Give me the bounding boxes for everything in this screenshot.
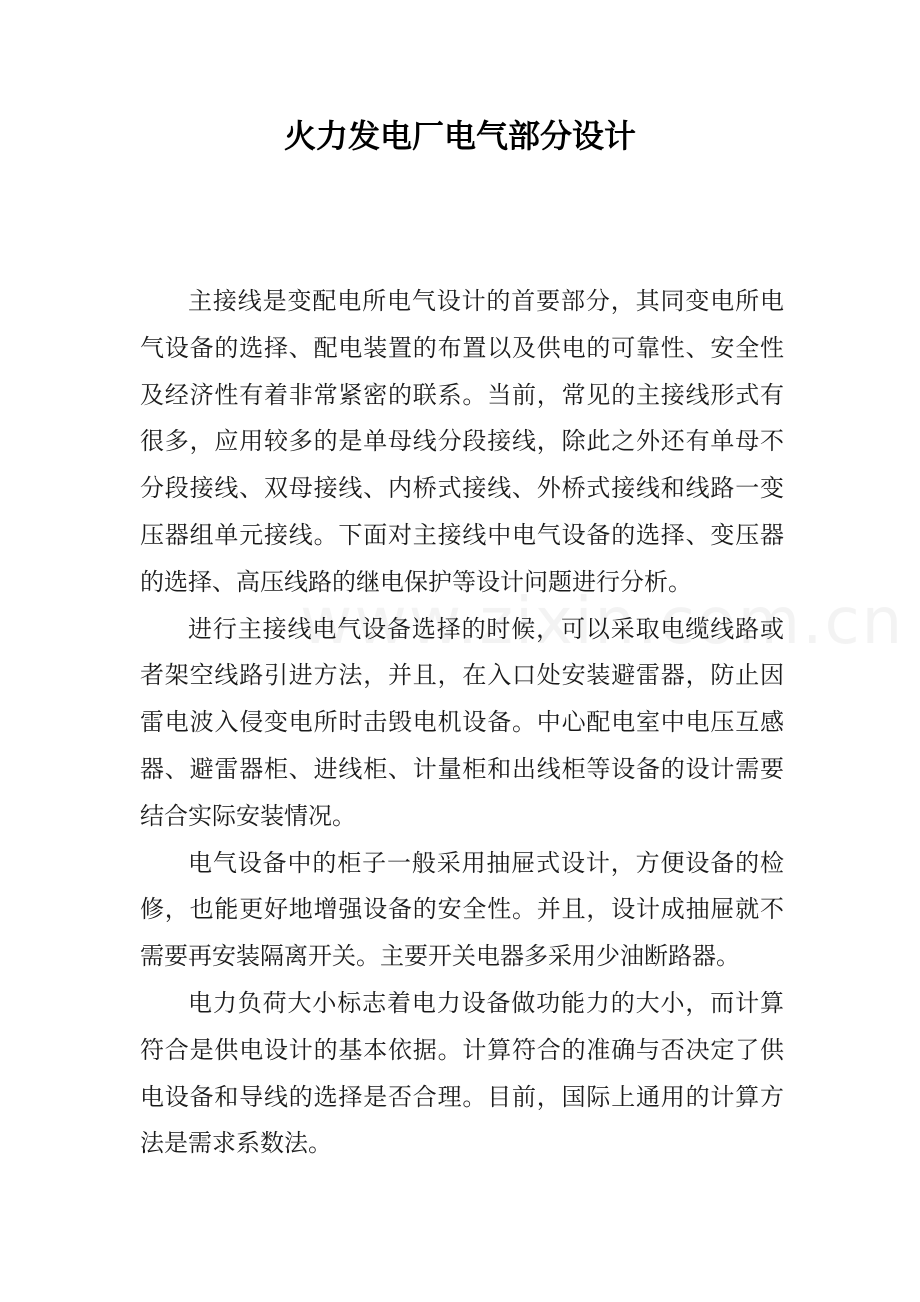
paragraph-equipment-selection: 进行主接线电气设备选择的时候，可以采取电缆线路或者架空线路引进方法，并且，在入口处安装避雷器，防止因雷电波入侵变电所时击毁电机设备。中心配电室中电压互感器、避雷器柜、进线柜、计量柜和出线柜等设备的设计需要结合实际安装情况。: [140, 614, 784, 830]
paragraph-main-wiring: 主接线是变配电所电气设计的首要部分，其同变电所电气设备的选择、配电装置的布置以及供电的可靠性、安全性及经济性有着非常紧密的联系。当前，常见的主接线形式有很多，应用较多的是单母线分段接线，除此之外还有单母不分段接线、双母接线、内桥式接线、外桥式接线和线路一变压器组单元接线。下面对主接线中电气设备的选择、变压器的选择、高压线路的继电保护等设计问题进行分析。: [140, 287, 784, 596]
document-body: [140, 278, 784, 1167]
paragraph-load-calculation: 电力负荷大小标志着电力设备做功能力的大小，而计算符合是供电设计的基本依据。计算符合的准确与否决定了供电设备和导线的选择是否合理。目前，国际上通用的计算方法是需求系数法。: [140, 988, 784, 1158]
document-title: 火力发电厂电气部分设计: [283, 117, 636, 155]
paragraph-drawer-cabinet: 电气设备中的柜子一般采用抽屉式设计，方便设备的检修，也能更好地增强设备的安全性。并且，设计成抽屉就不需要再安装隔离开关。主要开关电器多采用少油断路器。: [140, 848, 784, 971]
